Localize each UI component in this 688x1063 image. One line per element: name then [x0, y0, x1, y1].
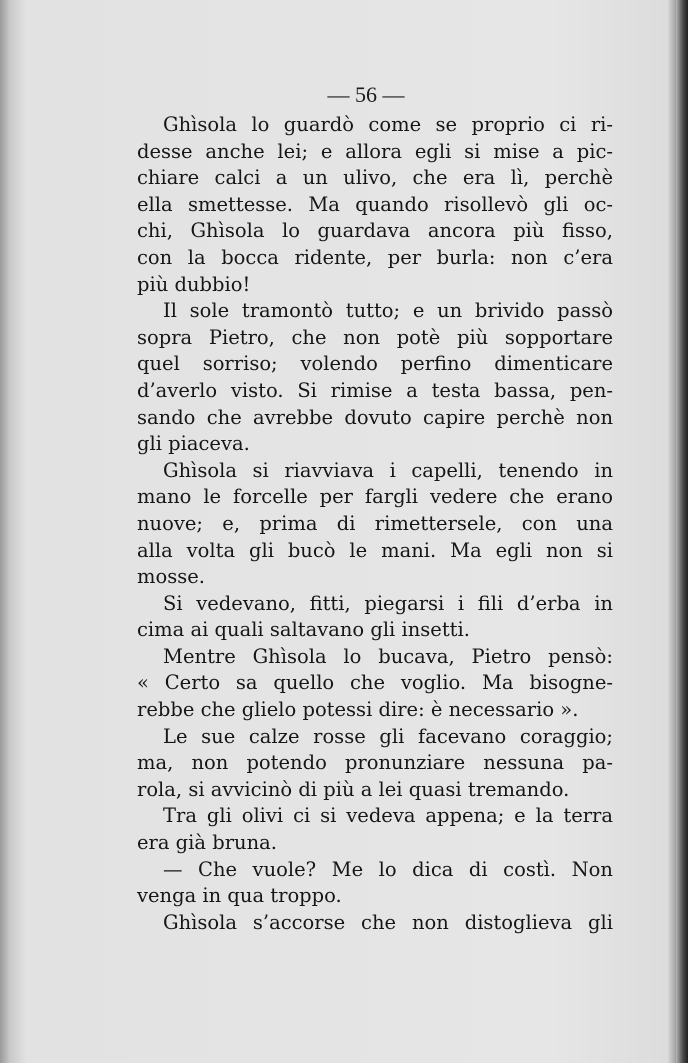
text-line: — Che vuole? Me lo dica di costì. Non	[163, 857, 613, 881]
text-line: mosse.	[137, 565, 205, 589]
text-line: Mentre Ghìsola lo bucava, Pietro pensò:	[163, 644, 613, 668]
text-line: Si vedevano, fitti, piegarsi i fili d’erba in	[163, 591, 613, 615]
text-line: sando che avrebbe dovuto capire perchè non	[137, 405, 613, 429]
text-line: Ghìsola si riavviava i capelli, tenendo in	[163, 458, 613, 482]
text-line: più dubbio!	[137, 272, 251, 296]
text-line: ella smettesse. Ma quando risollevò gli oc-	[137, 192, 613, 216]
text-line: sopra Pietro, che non potè più sopportare	[137, 325, 613, 349]
text-line: rola, si avvicinò di più a lei quasi tremando.	[137, 777, 570, 801]
text-line: alla volta gli bucò le mani. Ma egli non si	[137, 538, 613, 562]
text-line: « Certo sa quello che voglio. Ma bisogne-	[137, 671, 613, 695]
text-line: Ghìsola s’accorse che non distoglieva gli	[163, 910, 613, 934]
text-line: chi, Ghìsola lo guardava ancora più fisso,	[137, 219, 613, 243]
text-line: d’averlo visto. Si rimise a testa bassa, pen-	[137, 378, 613, 402]
text-line: Tra gli olivi ci si vedeva appena; e la terra	[163, 804, 613, 828]
text-line: quel sorriso; volendo perfino dimenticare	[137, 352, 613, 376]
text-line: chiare calci a un ulivo, che era lì, perchè	[137, 166, 613, 190]
text-line: gli piaceva.	[137, 432, 250, 456]
page-number: — 56 —	[327, 82, 405, 107]
text-line: desse anche lei; e allora egli si mise a pic-	[137, 139, 613, 163]
text-line: rebbe che glielo potessi dire: è necessario ».	[137, 698, 579, 722]
text-line: Ghìsola lo guardò come se proprio ci ri-	[163, 113, 613, 136]
page-binding-shadow	[676, 0, 688, 1063]
text-line: nuove; e, prima di rimettersele, con una	[137, 511, 613, 535]
text-line: cima ai quali saltavano gli insetti.	[137, 618, 470, 642]
text-line: era già bruna.	[137, 831, 277, 855]
text-line: con la bocca ridente, per burla: non c’era	[137, 245, 613, 269]
text-line: ma, non potendo pronunziare nessuna pa-	[137, 751, 613, 775]
body-text	[137, 112, 613, 936]
text-line: mano le forcelle per fargli vedere che erano	[137, 485, 613, 509]
text-line: Le sue calze rosse gli facevano coraggio;	[163, 724, 613, 748]
text-line: Il sole tramontò tutto; e un brivido passò	[163, 299, 613, 323]
text-line: venga in qua troppo.	[137, 884, 342, 908]
